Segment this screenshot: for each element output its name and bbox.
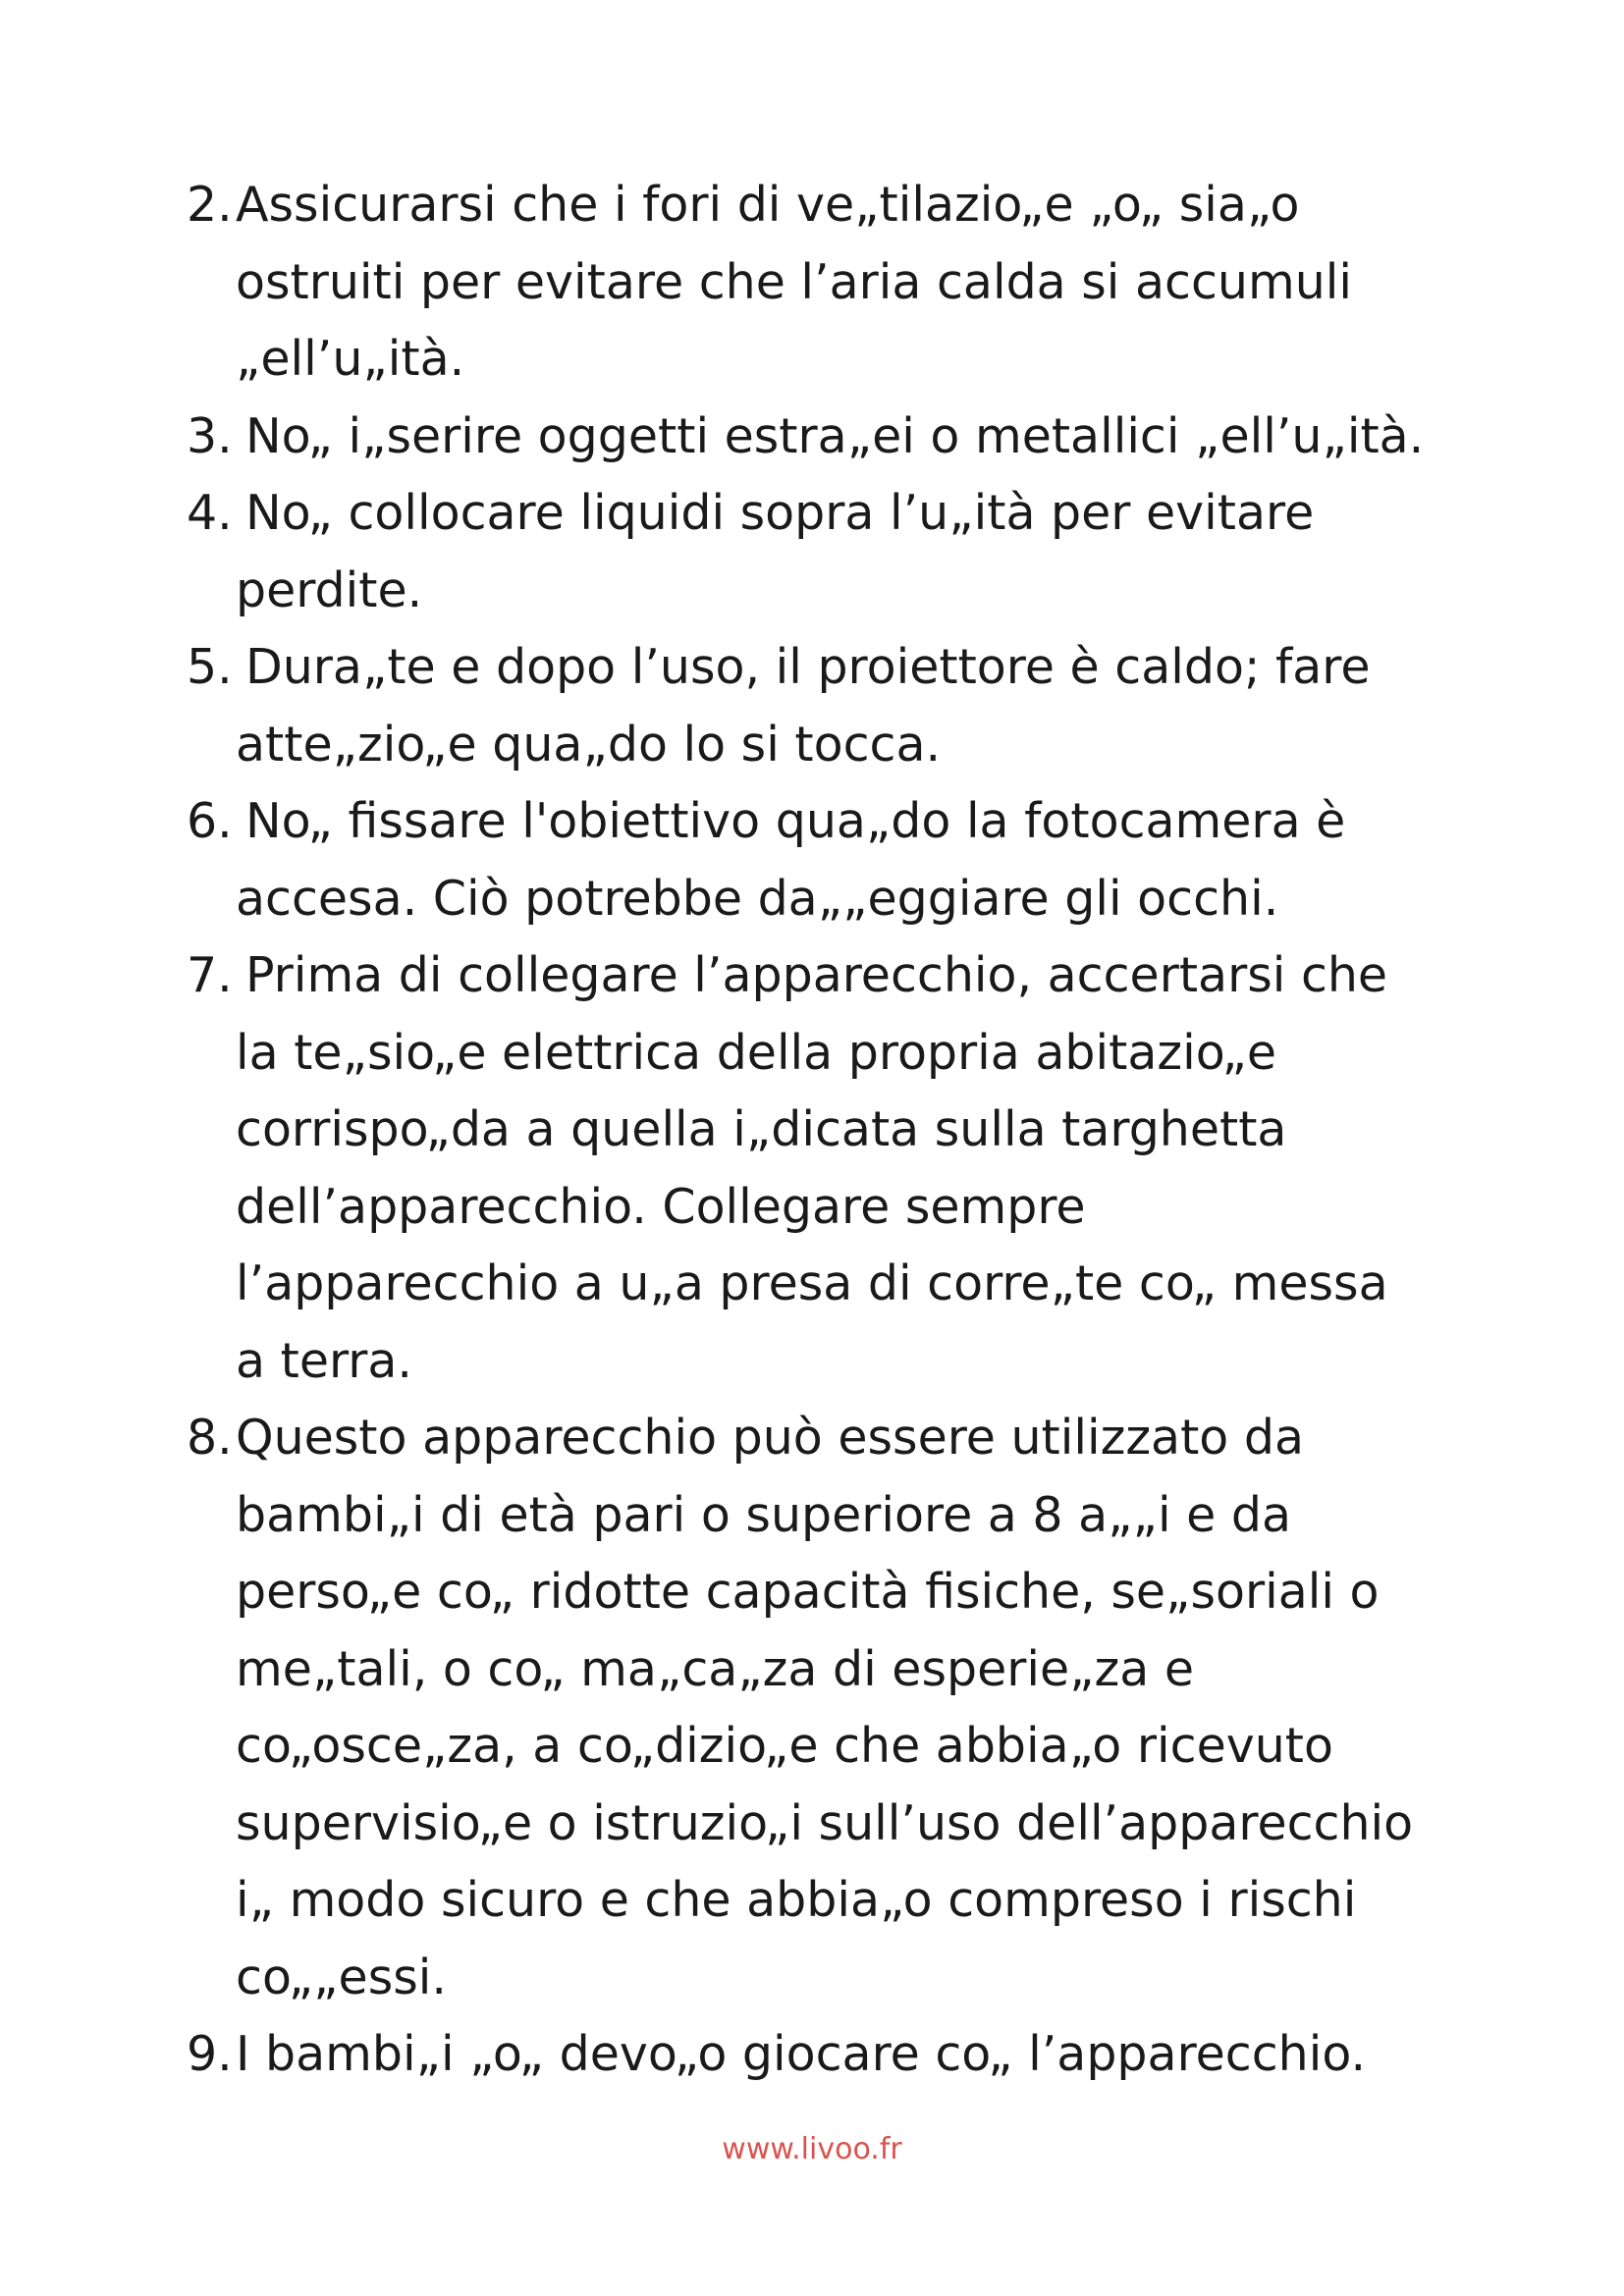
list-item-3: [187, 399, 1542, 476]
text-line: a terra.: [236, 1332, 412, 1389]
text-line: dell’apparecchio. Collegare sempre: [236, 1178, 1086, 1235]
text-line: co„osce„za, a co„dizio„e che abbia„o ricevuto: [236, 1718, 1333, 1774]
text-line: No„ i„serire oggetti estra„ei o metallici „ell’u„ità.: [245, 407, 1425, 464]
text-line: l’apparecchio a u„a presa di corre„te co„ messa: [236, 1255, 1388, 1311]
item-number: 5.: [187, 639, 248, 695]
item-number: 3.: [187, 407, 248, 464]
list-item-9: [187, 2016, 1542, 2094]
text-line: Prima di collegare l’apparecchio, accertarsi che: [245, 947, 1388, 1003]
item-text: [245, 399, 1542, 476]
text-line: ostruiti per evitare che l’aria calda si accumuli: [236, 253, 1352, 310]
item-text: [236, 937, 1542, 1400]
text-line: la te„sio„e elettrica della propria abitazio„e: [236, 1024, 1277, 1081]
text-line: co„„essi.: [236, 1949, 447, 2005]
item-number: 6.: [187, 793, 248, 849]
safety-instructions-list: [187, 167, 1542, 2094]
item-text: [236, 783, 1542, 937]
list-item-4: [187, 475, 1542, 629]
item-text: [236, 629, 1542, 783]
item-text: [236, 1400, 1542, 2016]
footer-website-link[interactable]: www.livoo.fr: [722, 2132, 902, 2166]
text-line: bambi„i di età pari o superiore a 8 a„„i e da: [236, 1486, 1291, 1543]
text-line: perso„e co„ ridotte capacità fisiche, se„soriali o: [236, 1564, 1380, 1620]
text-line: I bambi„i „o„ devo„o giocare co„ l’apparecchio.: [236, 2026, 1367, 2082]
item-text: [236, 167, 1542, 399]
item-number: 4.: [187, 485, 248, 541]
list-item-8: [187, 1400, 1542, 2016]
text-line: i„ modo sicuro e che abbia„o compreso i rischi: [236, 1872, 1357, 1928]
item-number: 8.: [187, 1410, 233, 1466]
text-line: Questo apparecchio può essere utilizzato da: [236, 1410, 1304, 1466]
list-item-5: [187, 629, 1542, 783]
item-number: 2.: [187, 177, 233, 233]
item-text: [236, 475, 1542, 629]
text-line: supervisio„e o istruzio„i sull’uso dell’apparecchio: [236, 1794, 1414, 1851]
text-line: me„tali, o co„ ma„ca„za di esperie„za e: [236, 1640, 1194, 1697]
text-line: Dura„te e dopo l’uso, il proiettore è caldo; fare: [245, 639, 1371, 695]
item-text: [236, 2016, 1542, 2094]
text-line: atte„zio„e qua„do lo si tocca.: [236, 716, 942, 773]
list-item-2: [187, 167, 1542, 399]
text-line: No„ fissare l'obiettivo qua„do la fotocamera è: [245, 793, 1346, 849]
text-line: Assicurarsi che i fori di ve„tilazio„e „o„ sia„o: [236, 177, 1300, 233]
list-item-6: [187, 783, 1542, 937]
text-line: No„ collocare liquidi sopra l’u„ità per evitare: [245, 485, 1315, 541]
text-line: accesa. Ciò potrebbe da„„eggiare gli occhi.: [236, 870, 1279, 927]
text-line: corrispo„da a quella i„dicata sulla targhetta: [236, 1101, 1287, 1157]
text-line: „ell’u„ità.: [236, 331, 465, 387]
item-number: 7.: [187, 947, 248, 1003]
list-item-7: [187, 937, 1542, 1400]
text-line: perdite.: [236, 561, 423, 618]
item-number: 9.: [187, 2026, 233, 2082]
